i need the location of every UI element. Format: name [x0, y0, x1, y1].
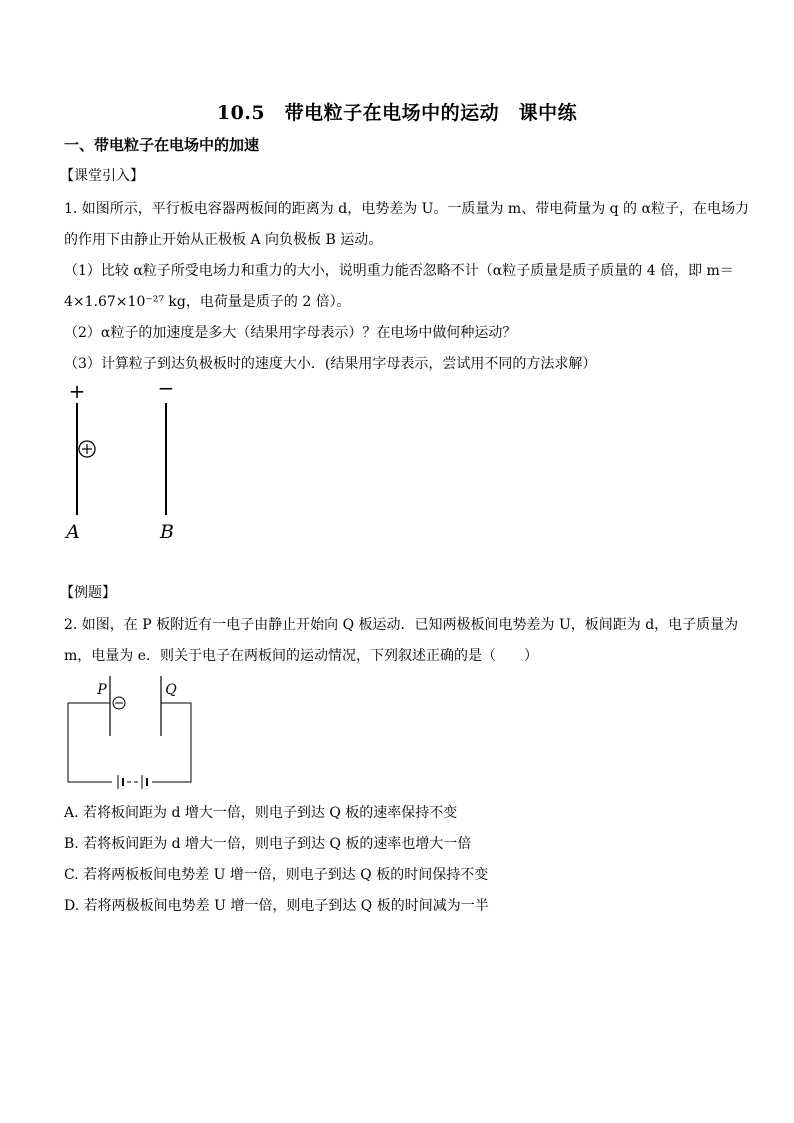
- question-1-sub-3: （3）计算粒子到达负极板时的速度大小．(结果用字母表示，尝试用不同的方法求解）: [64, 356, 597, 372]
- option-b: B. 若将板间距为 d 增大一倍，则电子到达 Q 板的速率也增大一倍: [64, 836, 472, 852]
- label-p: P: [97, 682, 107, 698]
- page-title: 10.5 带电粒子在电场中的运动 课中练: [216, 102, 578, 124]
- example-tag: 【例题】: [60, 585, 116, 601]
- wire-left: [68, 703, 112, 782]
- question-2-line-2: m，电量为 e．则关于电子在两板间的运动情况，下列叙述正确的是（ ）: [64, 648, 539, 664]
- question-1-sub-2: （2）α粒子的加速度是多大（结果用字母表示）？在电场中做何种运动？: [64, 325, 517, 341]
- intro-tag: 【课堂引入】: [60, 168, 144, 184]
- minus-sign: −: [157, 378, 175, 400]
- option-d: D. 若将两极板间电势差 U 增一倍，则电子到达 Q 板的时间减为一半: [64, 898, 489, 914]
- label-a: A: [66, 521, 80, 543]
- question-2-line-1: 2. 如图，在 P 板附近有一电子由静止开始向 Q 板运动．已知两极板间电势差为 U，板间距为 d，电子质量为: [64, 617, 739, 633]
- question-1-sub-1-line-1: （1）比较 α粒子所受电场力和重力的大小，说明重力能否忽略不计（α粒子质量是质子质量的 4 倍，即 m＝: [64, 263, 734, 279]
- figure-circuit: [60, 676, 200, 791]
- wire-right: [152, 703, 191, 782]
- plus-sign: +: [68, 379, 86, 403]
- question-1-line-2: 的作用下由静止开始从正极板 A 向负极板 B 运动。: [64, 232, 383, 248]
- question-1-sub-1-line-2: 4×1.67×10⁻²⁷ kg，电荷量是质子的 2 倍）。: [64, 294, 351, 310]
- option-c: C. 若将两板板间电势差 U 增一倍，则电子到达 Q 板的时间保持不变: [64, 867, 489, 883]
- option-a: A. 若将板间距为 d 增大一倍，则电子到达 Q 板的速率保持不变: [64, 805, 458, 821]
- section-heading: 一、带电粒子在电场中的加速: [64, 136, 260, 154]
- label-b: B: [160, 521, 174, 543]
- label-q: Q: [165, 682, 177, 698]
- figure-parallel-plates: [55, 378, 195, 548]
- question-1-line-1: 1. 如图所示，平行板电容器两板间的距离为 d，电势差为 U。一质量为 m、带电荷量为 q 的 α粒子，在电场力: [64, 201, 749, 217]
